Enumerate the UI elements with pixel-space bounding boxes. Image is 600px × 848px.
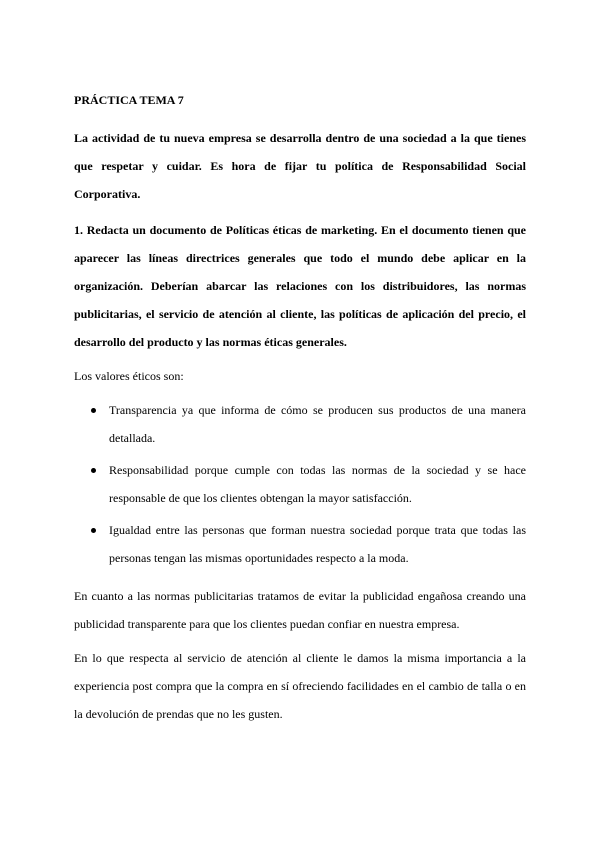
bullet-icon [91, 528, 96, 533]
values-list [74, 396, 526, 572]
list-item [74, 516, 526, 572]
list-item [74, 396, 526, 452]
bullet-icon [91, 408, 96, 413]
task-paragraph: 1. Redacta un documento de Políticas éticas de marketing. En el documento tienen que aparecer las líneas directrices generales que todo el mundo debe aplicar en la organización. Deberían abarcar las relaciones con los distribuidores, las normas publicitarias, el servicio de atención al cliente, las políticas de aplicación del precio, el desarrollo del producto y las normas éticas generales. [74, 223, 526, 349]
service-paragraph: En lo que respecta al servicio de atención al cliente le damos la misma importancia a la experiencia post compra que la compra en sí ofreciendo facilidades en el cambio de talla o en la devolución de prendas que no les gusten. [74, 651, 526, 721]
list-item-text: Transparencia ya que informa de cómo se producen sus productos de una manera detallada. [109, 403, 526, 445]
document-title: PRÁCTICA TEMA 7 [74, 93, 184, 107]
list-item-text: Responsabilidad porque cumple con todas las normas de la sociedad y se hace responsable de que los clientes obtengan la mayor satisfacción. [109, 463, 526, 505]
document-page [74, 90, 526, 734]
values-heading: Los valores éticos son: [74, 369, 184, 383]
list-item-text: Igualdad entre las personas que forman nuestra sociedad porque trata que todas las personas tengan las mismas oportunidades respecto a la moda. [109, 523, 526, 565]
bullet-icon [91, 468, 96, 473]
intro-paragraph: La actividad de tu nueva empresa se desarrolla dentro de una sociedad a la que tienes que respetar y cuidar. Es hora de fijar tu política de Responsabilidad Social Corporativa. [74, 131, 526, 201]
advertising-paragraph: En cuanto a las normas publicitarias tratamos de evitar la publicidad engañosa creando una publicidad transparente para que los clientes puedan confiar en nuestra empresa. [74, 589, 526, 631]
list-item [74, 456, 526, 512]
